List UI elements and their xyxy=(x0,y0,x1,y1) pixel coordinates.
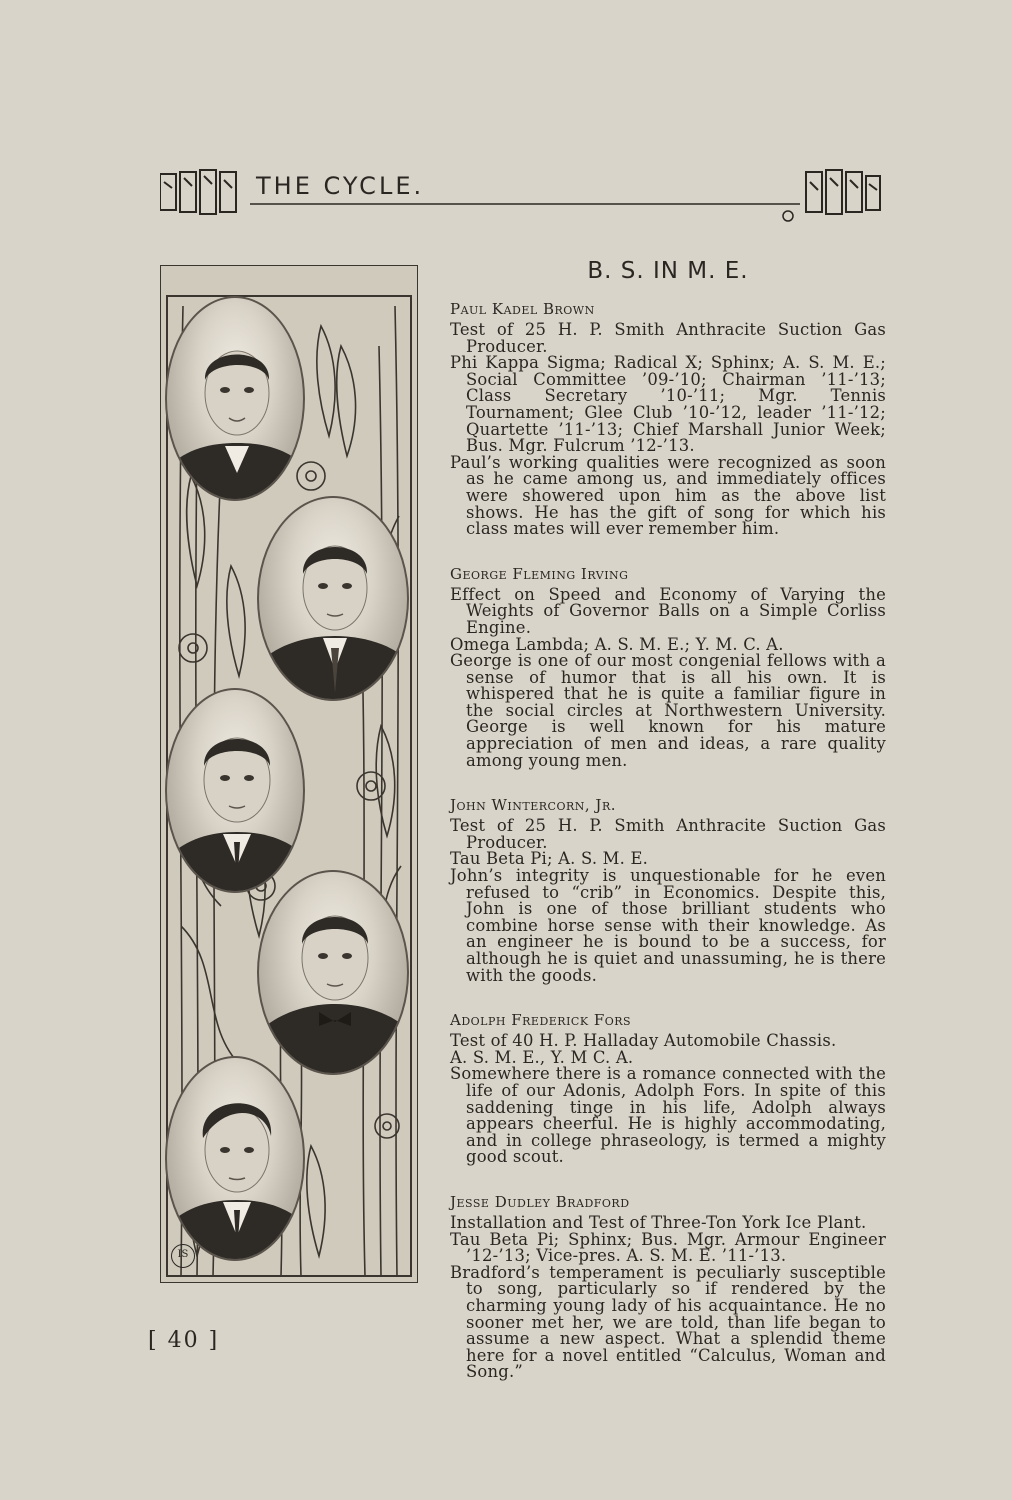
entry-john-wintercorn-jr xyxy=(450,796,886,984)
entry-adolph-frederick-fors xyxy=(450,1011,886,1166)
student-name: Adolph Frederick Fors xyxy=(450,1011,632,1030)
thesis-title: Test of 25 H. P. Smith Anthracite Suction Gas Producer. xyxy=(450,816,886,852)
header-title: THE CYCLE. xyxy=(256,172,425,200)
portrait-paul-kadel-brown xyxy=(165,296,305,501)
entry-george-fleming-irving xyxy=(450,565,886,770)
thesis-title: Test of 25 H. P. Smith Anthracite Suction Gas Producer. xyxy=(450,320,886,356)
thesis-title: Installation and Test of Three-Ton York Ice Plant. xyxy=(450,1212,867,1232)
portrait-george-fleming-irving xyxy=(257,496,409,701)
page-number: [ 40 ] xyxy=(148,1328,220,1353)
portrait-john-wintercorn-jr xyxy=(165,688,305,893)
thesis-title: Test of 40 H. P. Halladay Automobile Chassis. xyxy=(450,1031,837,1051)
portrait-panel xyxy=(160,265,418,1283)
activities-list: A. S. M. E., Y. M C. A. xyxy=(450,1047,634,1067)
student-name: Jesse Dudley Bradford xyxy=(450,1192,630,1211)
activities-list: Tau Beta Pi; Sphinx; Bus. Mgr. Armour Engineer ’12-’13; Vice-pres. A. S. M. E. ’11-’13. xyxy=(450,1229,886,1266)
biography-text: Paul’s working qualities were recognized as soon as he came among us, and immediately offices were showered upon him as the above list shows. He has the gift of song for which his class mates will ever remember him. xyxy=(450,452,886,539)
biography-text: Bradford’s temperament is peculiarly susceptible to song, particularly so if rendered by the charming young lady of his acquaintance. He no sooner met her, we are told, than life began to assume a new aspect. What a splendid theme here for a novel entitled “Calculus, Woman and Song.” xyxy=(450,1262,886,1382)
portrait-jesse-dudley-bradford xyxy=(165,1056,305,1261)
page-header-banner xyxy=(160,168,882,224)
student-name: John Wintercorn, Jr. xyxy=(450,796,616,815)
thesis-title: Effect on Speed and Economy of Varying the Weights of Governor Balls on a Simple Corliss Engine. xyxy=(450,584,886,637)
biography-text: George is one of our most congenial fellows with a sense of humor that is all his own. It is whispered that he is quite a familiar figure in the social circles at Northwestern University. George is well known for his mature appreciation of men and ideas, a rare quality among young men. xyxy=(450,651,886,770)
entry-jesse-dudley-bradford xyxy=(450,1193,886,1381)
activities-list: Phi Kappa Sigma; Radical X; Sphinx; A. S. M. E.; Social Committee ’09-’10; Chairman ’11-’13; Class Secretary ’10-’11; Mgr. Tennis Tournament; Glee Club ’10-’12, leader ’11-’12; Quartette ’11-’13; Chief Marshall Junior Week; Bus. Mgr. Fulcrum ’12-’13. xyxy=(450,353,886,456)
biography-text: John’s integrity is unquestionable for he even refused to “crib” in Economics. Despite this, John is one of those brilliant students who combine horse sense with their knowledge. As an engineer he is bound to be a success, for although he is quiet and unassuming, he is there with the goods. xyxy=(450,866,886,985)
entry-paul-kadel-brown xyxy=(450,300,886,538)
portrait-adolph-frederick-fors xyxy=(257,870,409,1075)
student-name: Paul Kadel Brown xyxy=(450,300,595,318)
biography-text: Somewhere there is a romance connected with the life of our Adonis, Adolph Fors. In spite of this saddening tinge in his life, Adolph always appears cheerful. He is highly accommodating, and in college phraseology, is termed a mighty good scout. xyxy=(450,1064,886,1167)
activities-list: Omega Lambda; A. S. M. E.; Y. M. C. A. xyxy=(450,634,784,654)
main-content xyxy=(450,258,886,1408)
artist-monogram: IS xyxy=(171,1244,195,1268)
student-name: George Fleming Irving xyxy=(450,564,629,583)
activities-list: Tau Beta Pi; A. S. M. E. xyxy=(450,849,649,869)
section-title: B. S. IN M. E. xyxy=(587,258,749,284)
